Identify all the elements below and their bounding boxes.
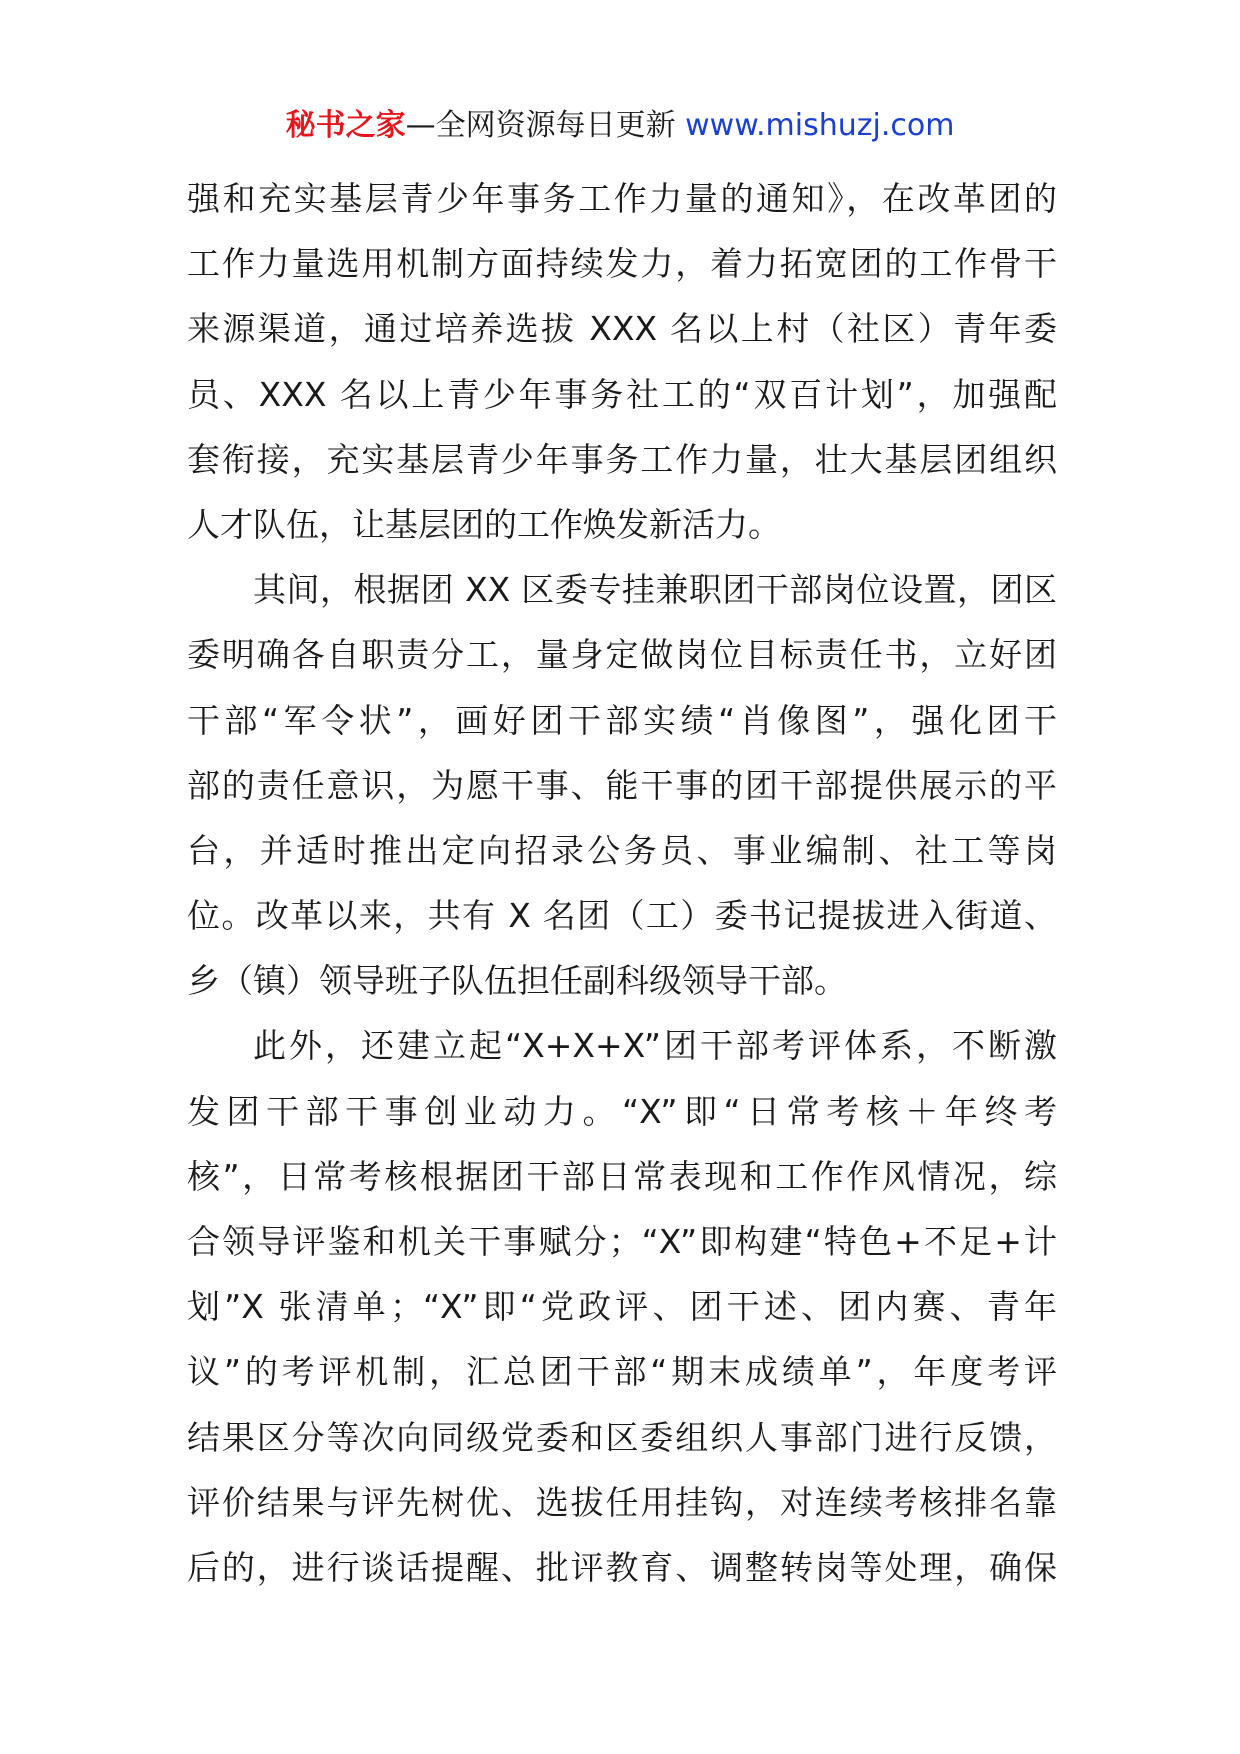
body-line: 核”，日常考核根据团干部日常表现和工作作风情况，综 xyxy=(187,1156,1057,1196)
body-line: 干部“军令状”，画好团干部实绩“肖像图”，强化团干 xyxy=(187,700,1057,740)
body-line: 来源渠道，通过培养选拔 XXX 名以上村（社区）青年委 xyxy=(187,309,1057,349)
body-line: 结果区分等次向同级党委和区委组织人事部门进行反馈， xyxy=(187,1417,1057,1457)
header-brand: 秘书之家 xyxy=(285,108,406,143)
body-line: 人才队伍，让基层团的工作焕发新活力。 xyxy=(187,504,781,544)
body-line: 后的，进行谈话提醒、批评教育、调整转岗等处理，确保 xyxy=(187,1547,1057,1587)
body-line: 议”的考评机制，汇总团干部“期末成绩单”，年度考评 xyxy=(187,1352,1057,1392)
body-line: 员、XXX 名以上青少年事务社工的“双百计划”，加强配 xyxy=(187,374,1057,414)
header-url-link[interactable]: www.mishuzj.com xyxy=(685,108,955,143)
paragraph-first-line: 其间，根据团 XX 区委专挂兼职团干部岗位设置，团区 xyxy=(253,570,1057,610)
body-line: 工作力量选用机制方面持续发力，着力拓宽团的工作骨干 xyxy=(187,244,1057,284)
body-line: 委明确各自职责分工，量身定做岗位目标责任书，立好团 xyxy=(187,635,1057,675)
header-tagline: —全网资源每日更新 xyxy=(405,108,676,143)
document-body xyxy=(187,166,1057,1600)
paragraph-first-line: 此外，还建立起“X+X+X”团干部考评体系，不断激 xyxy=(253,1026,1057,1066)
page-header xyxy=(0,104,1240,148)
body-line: 套衔接，充实基层青少年事务工作力量，壮大基层团组织 xyxy=(187,439,1057,479)
body-line: 部的责任意识，为愿干事、能干事的团干部提供展示的平 xyxy=(187,765,1057,805)
body-line: 发团干部干事创业动力。“X”即“日常考核＋年终考 xyxy=(187,1091,1057,1131)
body-line: 评价结果与评先树优、选拔任用挂钩，对连续考核排名靠 xyxy=(187,1482,1057,1522)
body-line: 合领导评鉴和机关干事赋分；“X”即构建“特色+不足+计 xyxy=(187,1222,1057,1261)
body-line: 位。改革以来，共有 X 名团（工）委书记提拔进入街道、 xyxy=(187,896,1057,936)
body-line: 台，并适时推出定向招录公务员、事业编制、社工等岗 xyxy=(187,830,1057,870)
body-line: 划”X 张清单；“X”即“党政评、团干述、团内赛、青年 xyxy=(187,1287,1057,1327)
body-line: 乡（镇）领导班子队伍担任副科级领导干部。 xyxy=(187,961,847,1001)
body-line: 强和充实基层青少年事务工作力量的通知》，在改革团的 xyxy=(187,179,1057,218)
